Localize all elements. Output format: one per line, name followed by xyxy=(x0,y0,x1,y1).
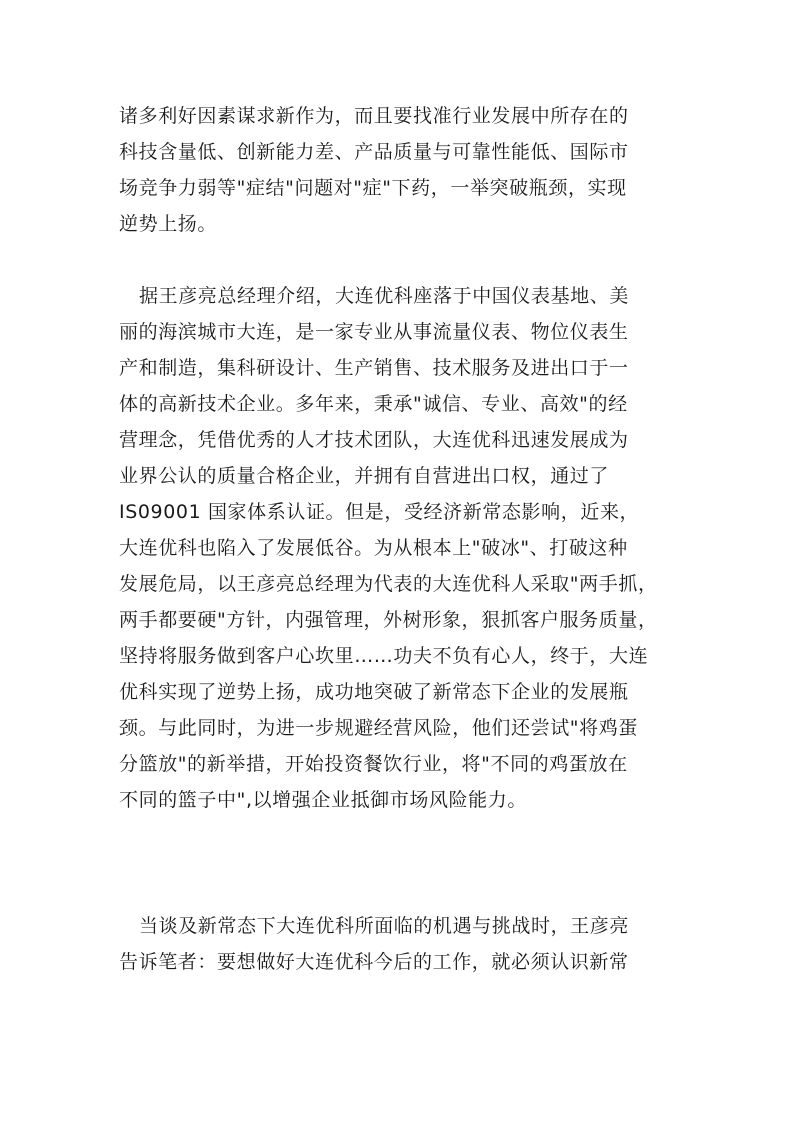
paragraph-line: 科技含量低、创新能力差、产品质量与可靠性能低、国际市 xyxy=(119,141,629,163)
paragraph-line: IS09001 国家体系认证。但是，受经济新常态影响，近来， xyxy=(119,501,640,523)
paragraph-line: 场竞争力弱等"症结"问题对"症"下药，一举突破瓶颈，实现 xyxy=(119,177,627,199)
paragraph-line: 丽的海滨城市大连，是一家专业从事流量仪表、物位仪表生 xyxy=(119,321,629,343)
paragraph-line: 优科实现了逆势上扬，成功地突破了新常态下企业的发展瓶 xyxy=(119,681,629,703)
paragraph-line: 不同的篮子中",以增强企业抵御市场风险能力。 xyxy=(119,789,527,811)
paragraph-line: 据王彦亮总经理介绍，大连优科座落于中国仪表基地、美 xyxy=(139,285,630,307)
paragraph-line: 大连优科也陷入了发展低谷。为从根本上"破冰"、打破这种 xyxy=(119,537,628,559)
paragraph-line: 坚持将服务做到客户心坎里……功夫不负有心人，终于，大连 xyxy=(119,645,649,667)
paragraph-line: 发展危局，以王彦亮总经理为代表的大连优科人采取"两手抓， xyxy=(119,573,658,595)
paragraph-line: 颈。与此同时，为进一步规避经营风险，他们还尝试"将鸡蛋 xyxy=(119,717,638,739)
paragraph-line: 产和制造，集科研设计、生产销售、技术服务及进出口于一 xyxy=(119,357,629,379)
paragraph-line: 体的高新技术企业。多年来，秉承"诚信、专业、高效"的经 xyxy=(119,393,628,415)
paragraph-line: 当谈及新常态下大连优科所面临的机遇与挑战时，王彦亮 xyxy=(139,915,630,937)
paragraph-1 xyxy=(119,98,679,242)
paragraph-line: 逆势上扬。 xyxy=(119,213,218,235)
paragraph-line: 两手都要硬"方针，内强管理，外树形象，狠抓客户服务质量， xyxy=(119,609,658,631)
paragraph-line: 诸多利好因素谋求新作为，而且要找准行业发展中所存在的 xyxy=(119,105,629,127)
paragraph-line: 营理念，凭借优秀的人才技术团队，大连优科迅速发展成为 xyxy=(119,429,629,451)
paragraph-line: 分篮放"的新举措，开始投资餐饮行业，将"不同的鸡蛋放在 xyxy=(119,753,628,775)
paragraph-2 xyxy=(119,278,679,818)
paragraph-3 xyxy=(119,908,679,980)
paragraph-line: 业界公认的质量合格企业，并拥有自营进出口权，通过了 xyxy=(119,465,610,487)
paragraph-line: 告诉笔者：要想做好大连优科今后的工作，就必须认识新常 xyxy=(119,951,629,973)
